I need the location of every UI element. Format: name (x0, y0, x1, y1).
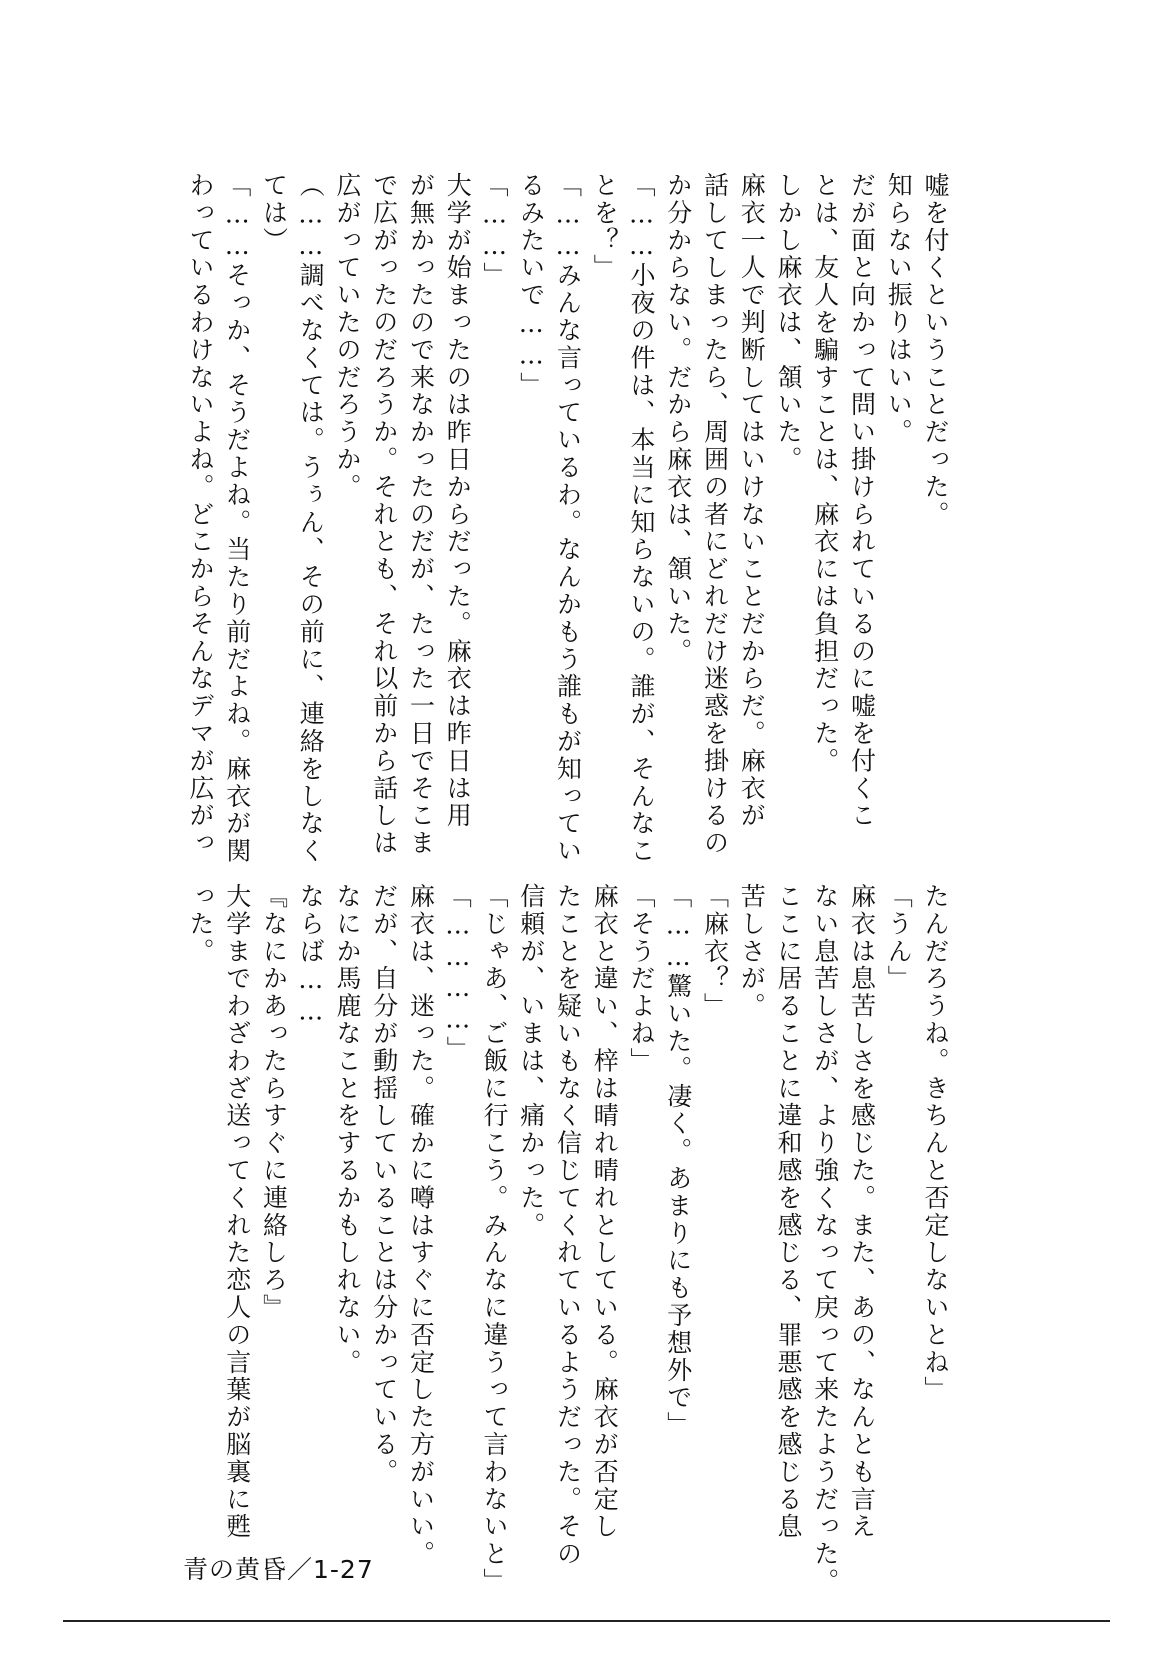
text-line: 「じゃあ、ご飯に行こう。みんなに違うって言わないと」 (480, 883, 509, 1596)
text-line: しかし麻衣は、頷いた。 (774, 172, 803, 474)
text-line: で広がったのだろうか。それとも、それ以前から話しは (369, 172, 399, 857)
text-line: 「…………」 (443, 883, 473, 1064)
text-line: った。 (186, 883, 215, 966)
text-line: 知らない振りはいい。 (884, 172, 914, 446)
text-line: わっているわけないよね。どこからそんなデマが広がっ (186, 172, 215, 857)
text-line: 大学が始まったのは昨日からだった。麻衣は昨日は用 (443, 172, 473, 830)
text-line: か分からない。だから麻衣は、頷いた。 (663, 172, 693, 666)
footer-divider (63, 1620, 1110, 1622)
text-line: たことを疑いもなく信じてくれているようだった。その (553, 883, 583, 1568)
text-line: 大学までわざわざ送ってくれた恋人の言葉が脳裏に甦 (222, 883, 252, 1541)
text-line: 広がっていたのだろうか。 (333, 172, 362, 501)
text-line: 苦しさが。 (737, 883, 767, 1020)
text-line: 麻衣一人で判断してはいけないことだからだ。麻衣が (737, 172, 767, 830)
text-line: 「……みんな言っているわ。なんかもう誰もが知ってい (553, 172, 583, 865)
footer-title: 青の黄昏／1-27 (183, 1555, 374, 1584)
text-line: だが、自分が動揺していることは分かっている。 (369, 883, 399, 1486)
text-line: が無かったので来なかったのだが、たった一日でそこま (406, 172, 436, 857)
text-line: 「……」 (480, 172, 509, 290)
text-line: 嘘を付くということだった。 (921, 172, 950, 529)
text-line: だが面と向かって問い掛けられているのに嘘を付くこ (847, 172, 877, 830)
text-line: 麻衣は息苦しさを感じた。また、あの、なんとも言え (847, 883, 877, 1541)
text-line: 「うん」 (884, 883, 914, 993)
text-line: とは、友人を騙すことは、麻衣には負担だった。 (810, 172, 840, 775)
text-line: 「……驚いた。凄く。あまりにも予想外で」 (663, 883, 693, 1439)
text-line: 「……小夜の件は、本当に知らないの。誰が、そんなこ (627, 172, 656, 865)
text-line: 信頼が、いまは、痛かった。 (516, 883, 546, 1240)
text-line: 「そうだよね」 (627, 883, 656, 1075)
text-line: ては） (259, 172, 289, 255)
text-line: とを？」 (590, 172, 620, 282)
text-line: たんだろうね。きちんと否定しないとね」 (921, 883, 950, 1404)
text-line: ここに居ることに違和感を感じる、罪悪感を感じる息 (774, 883, 803, 1541)
text-line: 『なにかあったらすぐに連絡しろ』 (259, 883, 289, 1322)
text-line: ない息苦しさが、より強くなって戻って来たようだった。 (810, 883, 840, 1596)
text-line: 麻衣と違い、梓は晴れ晴れとしている。麻衣が否定し (590, 883, 620, 1541)
text-line: （……調べなくては。うぅん、その前に、連絡をしなく (296, 172, 326, 865)
text-line: なにか馬鹿なことをするかもしれない。 (333, 883, 362, 1377)
text-line: ならば…… (296, 883, 326, 1028)
text-line: るみたいで……」 (516, 172, 546, 400)
text-line: 「……そっか、そうだよね。当たり前だよね。麻衣が関 (222, 172, 252, 865)
text-line: 麻衣は、迷った。確かに噂はすぐに否定した方がいい。 (406, 883, 436, 1568)
text-line: 話してしまったら、周囲の者にどれだけ迷惑を掛けるの (700, 172, 730, 857)
text-line: 「麻衣？」 (700, 883, 730, 1020)
text-column-top (173, 172, 953, 865)
